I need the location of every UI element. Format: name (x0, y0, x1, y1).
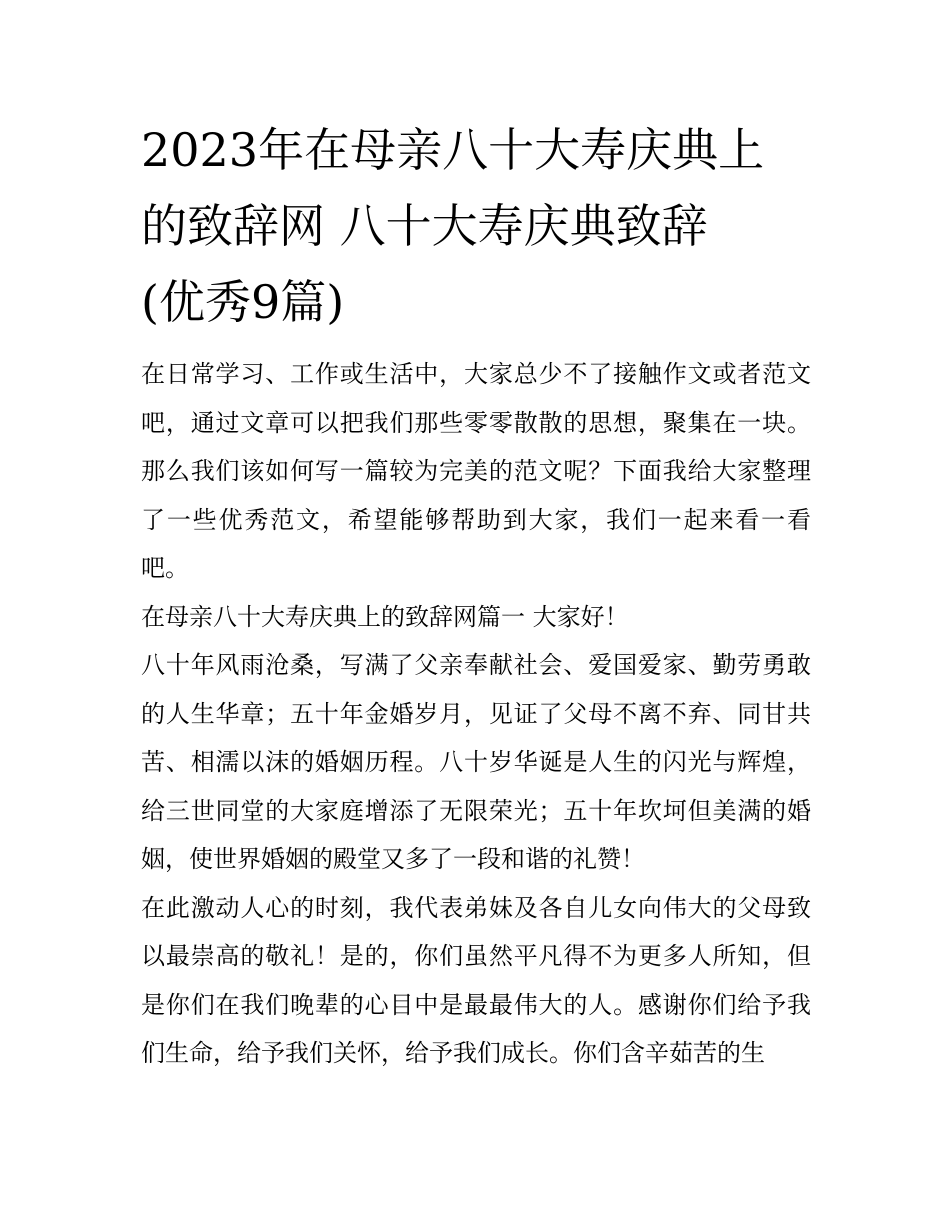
title-line: (优秀9篇) (141, 275, 345, 329)
document-title (141, 112, 811, 340)
body-paragraph: 八十年风雨沧桑，写满了父亲奉献社会、爱国爱家、勤劳勇敢的人生华章；五十年金婚岁月，见证了父母不离不弃、同甘共苦、相濡以沫的婚姻历程。八十岁华诞是人生的闪光与辉煌，给三世同堂的大家庭增添了无限荣光；五十年坎坷但美满的婚姻，使世界婚姻的殿堂又多了一段和谐的礼赞！ (141, 651, 811, 873)
title-line: 的致辞网 八十大寿庆典致辞 (141, 199, 708, 253)
body-paragraph: 在此激动人心的时刻，我代表弟妹及各自儿女向伟大的父母致以最崇高的敬礼！是的，你们虽然平凡得不为更多人所知，但是你们在我们晚辈的心目中是最最伟大的人。感谢你们给予我们生命，给予我们关怀，给予我们成长。你们含辛茹苦的生 (141, 893, 811, 1067)
document-content (141, 112, 811, 1078)
intro-paragraph: 在日常学习、工作或生活中，大家总少不了接触作文或者范文吧，通过文章可以把我们那些零零散散的思想，聚集在一块。那么我们该如何写一篇较为完美的范文呢？下面我给大家整理了一些优秀范文，希望能够帮助到大家，我们一起来看一看吧。 (141, 360, 811, 582)
title-line: 2023年在母亲八十大寿庆典上 (141, 123, 765, 177)
section-heading-paragraph: 在母亲八十大寿庆典上的致辞网篇一 大家好！ (141, 602, 629, 631)
